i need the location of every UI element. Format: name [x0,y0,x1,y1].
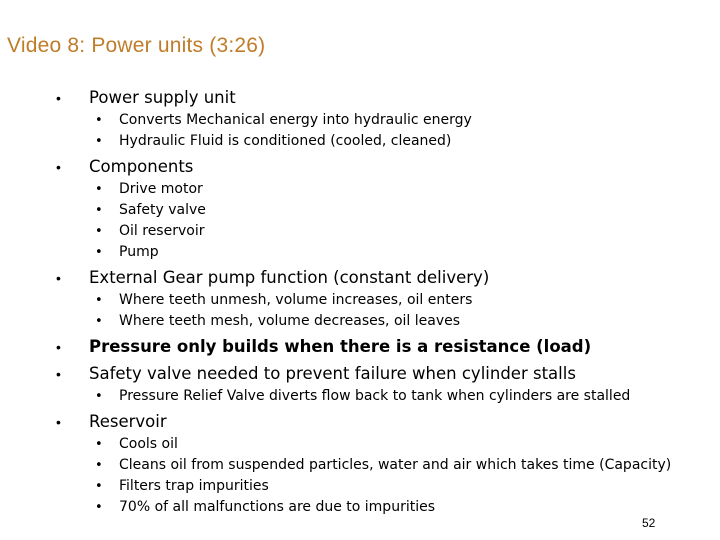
bullet-item [56,155,706,179]
sub-bullet-icon: • [95,458,103,473]
sub-bullet-item [56,311,706,332]
sub-bullet-item [56,110,706,131]
bullet-text: Power supply unit [89,88,236,107]
sub-bullet-text: Drive motor [119,181,203,197]
sub-bullet-text: Converts Mechanical energy into hydraulic energy [119,112,472,128]
sub-bullet-text: Pressure Relief Valve diverts flow back to tank when cylinders are stalled [119,388,631,404]
sub-bullet-icon: • [95,113,103,128]
bullet-text: External Gear pump function (constant delivery) [89,268,490,287]
sub-bullet-text: Pump [119,244,159,260]
sub-bullet-text: Where teeth mesh, volume decreases, oil leaves [119,313,461,329]
sub-bullet-text: Cleans oil from suspended particles, water and air which takes time (Capacity) [119,457,672,473]
sub-bullet-icon: • [95,500,103,515]
bullet-item [56,335,706,359]
sub-bullet-item [56,200,706,221]
sub-bullet-icon: • [95,479,103,494]
bullet-list [56,86,706,518]
sub-bullet-item [56,242,706,263]
sub-bullet-icon: • [95,245,103,260]
sub-bullet-icon: • [95,182,103,197]
sub-bullet-text: Cools oil [119,436,178,452]
bullet-icon: • [56,270,61,286]
bullet-icon: • [56,366,61,382]
sub-bullet-item [56,179,706,200]
sub-bullet-icon: • [95,293,103,308]
sub-bullet-icon: • [95,314,103,329]
sub-bullet-icon: • [95,389,103,404]
sub-bullet-text: Where teeth unmesh, volume increases, oil enters [119,292,473,308]
slide-title: Video 8: Power units (3:26) [7,34,266,57]
sub-bullet-icon: • [95,437,103,452]
sub-bullet-item [56,455,706,476]
bullet-item [56,266,706,290]
page-number: 52 [642,516,656,530]
sub-bullet-text: 70% of all malfunctions are due to impurities [119,499,435,515]
bullet-item [56,86,706,110]
sub-bullet-item [56,434,706,455]
sub-bullet-icon: • [95,203,103,218]
sub-bullet-icon: • [95,134,103,149]
bullet-text: Components [89,157,194,176]
sub-bullet-text: Safety valve [119,202,206,218]
sub-bullet-item [56,221,706,242]
bullet-icon: • [56,339,61,355]
bullet-text: Pressure only builds when there is a resistance (load) [89,337,592,356]
sub-bullet-item [56,386,706,407]
sub-bullet-text: Filters trap impurities [119,478,269,494]
bullet-icon: • [56,159,61,175]
sub-bullet-item [56,131,706,152]
bullet-icon: • [56,90,61,106]
sub-bullet-item [56,476,706,497]
sub-bullet-item [56,290,706,311]
bullet-item [56,410,706,434]
sub-bullet-text: Hydraulic Fluid is conditioned (cooled, cleaned) [119,133,452,149]
bullet-text: Reservoir [89,412,167,431]
bullet-item [56,362,706,386]
sub-bullet-icon: • [95,224,103,239]
bullet-icon: • [56,414,61,430]
sub-bullet-text: Oil reservoir [119,223,205,239]
bullet-text: Safety valve needed to prevent failure when cylinder stalls [89,364,576,383]
sub-bullet-item [56,497,706,518]
